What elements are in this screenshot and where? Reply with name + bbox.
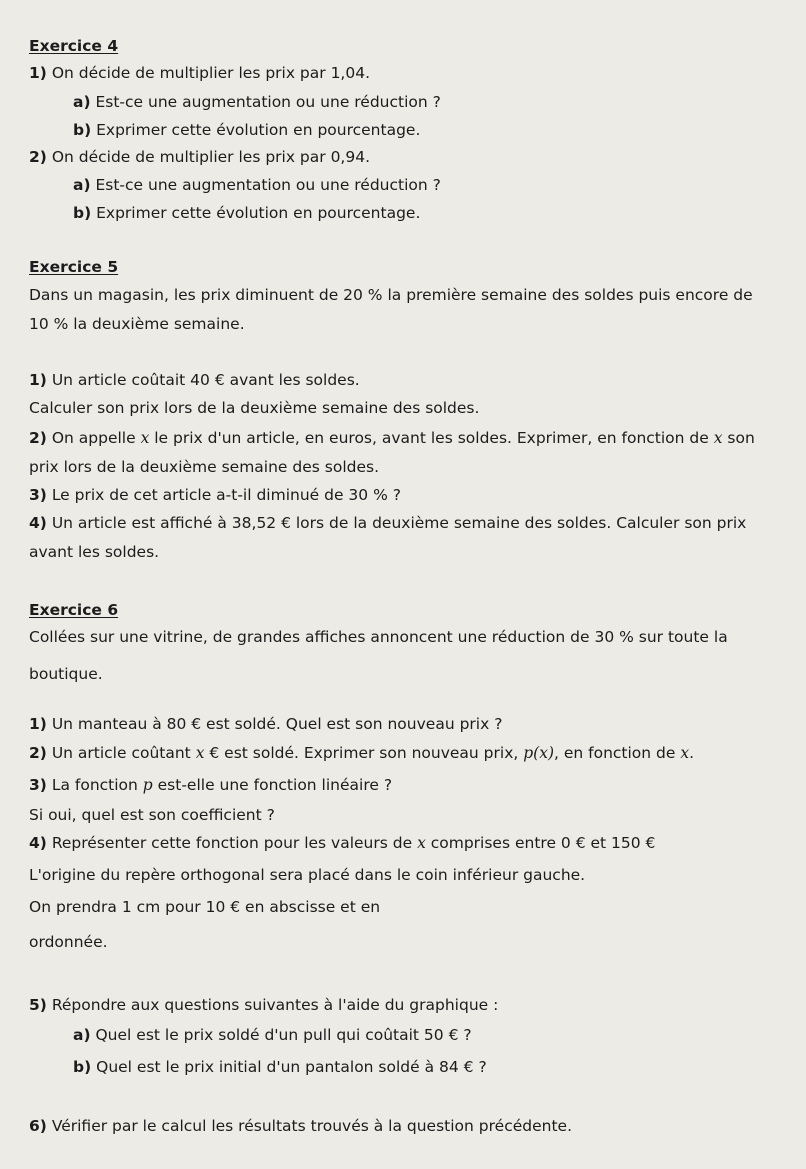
question-number: 2) (29, 148, 47, 166)
ex6-question-5a (73, 1025, 472, 1045)
question-number: 3) (29, 486, 47, 504)
ex6-question-4-cont-2: On prendra 1 cm pour 10 € en abscisse et en (29, 898, 381, 916)
ex6-intro-line-1: Collées sur une vitrine, de grandes affiches annoncent une réduction de 30 % sur toute la (29, 628, 728, 646)
ex5-intro-line-1: Dans un magasin, les prix diminuent de 20 % la première semaine des soldes puis encore de (29, 286, 753, 304)
question-text: On appelle x le prix d'un article, en euros, avant les soldes. Exprimer, en fonction de x son (51, 429, 755, 447)
ex4-question-2b (73, 203, 420, 223)
exercise-4-title: Exercice 4 (29, 37, 119, 55)
question-text: Exprimer cette évolution en pourcentage. (96, 204, 421, 222)
question-text: On décide de multiplier les prix par 1,04. (51, 64, 371, 82)
question-text: Quel est le prix soldé d'un pull qui coûtait 50 € ? (95, 1026, 472, 1044)
question-number: b) (73, 1058, 92, 1076)
math-variable: x (140, 429, 150, 447)
ex5-question-3 (29, 485, 401, 505)
ex6-question-4 (29, 833, 655, 853)
question-number: 4) (29, 834, 47, 852)
ex6-question-1 (29, 714, 502, 734)
ex6-question-2 (29, 743, 694, 763)
question-number: 3) (29, 776, 47, 794)
question-text: Un manteau à 80 € est soldé. Quel est son nouveau prix ? (51, 715, 503, 733)
ex5-question-4 (29, 513, 746, 533)
question-text: Un article est affiché à 38,52 € lors de la deuxième semaine des soldes. Calculer son prix (51, 514, 747, 532)
ex6-question-4-cont-1: L'origine du repère orthogonal sera placé dans le coin inférieur gauche. (29, 866, 586, 884)
question-text: Est-ce une augmentation ou une réduction ? (95, 176, 441, 194)
question-number: 4) (29, 514, 47, 532)
question-number: b) (73, 121, 92, 139)
question-text: Quel est le prix initial d'un pantalon soldé à 84 € ? (96, 1058, 487, 1076)
question-number: 2) (29, 429, 47, 447)
ex6-question-5 (29, 995, 498, 1015)
math-variable: x (417, 834, 426, 852)
question-number: 1) (29, 371, 47, 389)
question-text: Un article coûtait 40 € avant les soldes. (51, 371, 360, 389)
ex4-question-1b (73, 120, 420, 140)
ex6-question-4-cont-3: ordonnée. (29, 933, 108, 951)
ex6-intro-line-2: boutique. (29, 665, 103, 683)
question-number: a) (73, 176, 91, 194)
ex5-question-4-cont: avant les soldes. (29, 543, 160, 561)
question-number: b) (73, 204, 92, 222)
ex5-question-2-cont: prix lors de la deuxième semaine des soldes. (29, 458, 380, 476)
math-expression: p(x) (523, 744, 554, 762)
question-text: Le prix de cet article a-t-il diminué de 30 % ? (51, 486, 401, 504)
ex5-question-1-cont: Calculer son prix lors de la deuxième semaine des soldes. (29, 399, 480, 417)
question-text: Répondre aux questions suivantes à l'aide du graphique : (51, 996, 499, 1014)
ex5-question-2 (29, 428, 755, 448)
ex6-question-3-cont: Si oui, quel est son coefficient ? (29, 806, 275, 824)
question-text: Exprimer cette évolution en pourcentage. (96, 121, 421, 139)
question-text: Un article coûtant x € est soldé. Exprimer son nouveau prix, p(x), en fonction de x. (51, 744, 695, 762)
math-variable: p (142, 776, 153, 794)
math-variable: x (195, 744, 205, 762)
ex4-question-1a (73, 92, 441, 112)
ex6-question-5b (73, 1057, 487, 1077)
ex4-question-2a (73, 175, 441, 195)
question-number: 6) (29, 1117, 47, 1135)
ex5-intro-line-2: 10 % la deuxième semaine. (29, 315, 245, 333)
ex5-question-1 (29, 370, 360, 390)
question-text: Représenter cette fonction pour les valeurs de x comprises entre 0 € et 150 € (51, 834, 656, 852)
exercise-5-title: Exercice 5 (29, 258, 119, 276)
question-number: a) (73, 93, 91, 111)
ex6-question-6 (29, 1116, 572, 1136)
question-number: 1) (29, 64, 47, 82)
question-text: Est-ce une augmentation ou une réduction ? (95, 93, 441, 111)
question-text: Vérifier par le calcul les résultats trouvés à la question précédente. (51, 1117, 572, 1135)
question-number: 2) (29, 744, 47, 762)
question-text: La fonction p est-elle une fonction linéaire ? (51, 776, 393, 794)
ex6-question-3 (29, 775, 392, 795)
question-number: a) (73, 1026, 91, 1044)
ex4-question-2 (29, 147, 370, 167)
math-variable: x (713, 429, 723, 447)
question-number: 5) (29, 996, 47, 1014)
question-text: On décide de multiplier les prix par 0,94. (51, 148, 371, 166)
math-variable: x (680, 744, 690, 762)
question-number: 1) (29, 715, 47, 733)
exercise-6-title: Exercice 6 (29, 601, 119, 619)
ex4-question-1 (29, 63, 370, 83)
